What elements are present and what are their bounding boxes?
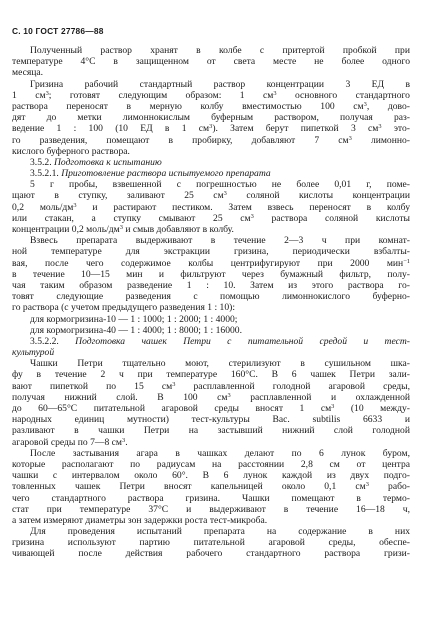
text-line: концентрации 0,2 моль/$дм^3$ и смыв добавляют в колбу. [12, 224, 234, 235]
text-line: Гризина рабочий стандартный раствор концентрации 3 ЕД в [30, 78, 410, 90]
text-line: чивающей после действия рабочего стандартного раствора гризи- [12, 548, 410, 560]
text-line: 5 г пробы, взвешенной с погрешностью не более 0,01 г, поме- [30, 179, 410, 191]
text-line: ведение 1 : 100 (10 ЕД в 1 $см^3$). Затем берут пипеткой 3 $см^3$ это- [12, 123, 410, 135]
page-header: С. 10 ГОСТ 27786—88 [12, 26, 104, 36]
text-line: народных единиц мутности) тест-культуры Bac. subtilis 6633 и [12, 414, 410, 426]
text-line: Взвесь препарата выдерживают в течение 2—3 ч при комнат- [30, 235, 410, 247]
text-line: раствора переносят в мерную колбу вместимостью 100 $см^3$, дово- [12, 100, 410, 112]
text-line: стат при температуре 37°C и выдерживают в течение 16—18 ч, [12, 503, 410, 515]
text-line: 3.5.2. Подготовка к испытанию [30, 156, 162, 168]
text-line: фу в течение 2 ч при температуре 160°C. В 6 чашек Петри зали- [12, 369, 410, 381]
text-line: щают в ступку, заливают 25 $см^3$ соляной кислоты концентрации [12, 190, 410, 202]
text-line: вают пипеткой по 15 $см^3$ расплавленной голодной агаровой среды, [12, 380, 410, 392]
text-line: температуре 4°C в защищенном от света месте не более одного [12, 56, 410, 68]
text-line: После застывания агара в чашках делают по 6 лунок буром, [30, 447, 410, 459]
text-line: или стакан, а ступку смывают 25 $см^3$ раствора соляной кислоты [12, 212, 410, 224]
text-line: чего стандартного раствора гризина. Чашки помещают в термо- [12, 492, 410, 504]
text-line: для кормогризина-40 — 1 : 4000; 1 : 8000; 1 : 16000. [30, 324, 242, 336]
text-line: дят до метки лимоннокислым буферным раствором, получая раз- [12, 112, 410, 124]
text-line: товленных чашек Петри вносят капельницей около 0,1 $см^3$ рабо- [12, 481, 410, 493]
text-line: го раствора (с учетом предыдущего разведения 1 : 10): [12, 302, 235, 314]
text-line: вая, после чего содержимое колбы центрифугируют при 2000 мин$^{-1}$ [12, 257, 410, 269]
text-line: 0,2 моль/$дм^3$ и растирают пестиком. Затем взвесь переносят в колбу [12, 201, 410, 213]
text-line: чая таким образом разведение 1 : 10. Затем из этого раствора го- [12, 279, 410, 291]
text-line: ной температуре для экстракции гризина, периодически взбалты- [12, 246, 410, 258]
text-line: товят следующие разведения с помощью лимоннокислого буферно- [12, 291, 410, 303]
text-line: Для проведения испытаний препарата на содержание в них [30, 526, 410, 538]
text-line: го разведения, помещают в пробирку, добавляют 7 $см^3$ лимонно- [12, 134, 410, 146]
text-line: культурой [12, 347, 55, 359]
text-line: которые располагают по радиусам на расстоянии 2,8 см от центра [12, 458, 410, 470]
text-line: для кормогризина-10 — 1 : 1000; 1 : 2000; 1 : 4000; [30, 313, 238, 325]
text-line: 1 $см^3$; готовят следующим образом: 1 $см^3$ основного стандартного [12, 89, 410, 101]
text-line: 3.5.2.1. Приготовление раствора испытуемого препарата [30, 168, 271, 180]
text-line: 3.5.2.2. Подготовка чашек Петри с питательной средой и тест- [30, 335, 410, 347]
text-line: гризина используют партию питательной агаровой среды, обеспе- [12, 537, 410, 549]
text-line: получая нижний слой. В 100 $см^3$ расплавленной и охлажденной [12, 391, 411, 403]
text-line: агаровой среды по 7—8 $см^3$. [12, 436, 128, 448]
text-line: месяца. [12, 67, 44, 79]
text-line: чашки с интервалом около 60°. В 6 лунок каждой из двух подго- [12, 470, 410, 482]
text-line: Чашки Петри тщательно моют, стерилизуют в сушильном шка- [30, 358, 410, 370]
text-line: кислого буферного раствора. [12, 145, 130, 157]
text-line: до 60—65°C питательной агаровой среды вносят 1 $см^3$ (10 между- [12, 403, 410, 414]
text-line: в течение 10—15 мин и фильтруют через бумажный фильтр, полу- [12, 268, 410, 280]
text-line: а затем измеряют диаметры зон задержки роста тест-микроба. [12, 514, 268, 526]
text-line: Полученный раствор хранят в колбе с притертой пробкой при [30, 45, 410, 56]
text-line: разливают в чашки Петри на застывший нижний слой голодной [12, 425, 410, 437]
body-text [12, 45, 410, 560]
